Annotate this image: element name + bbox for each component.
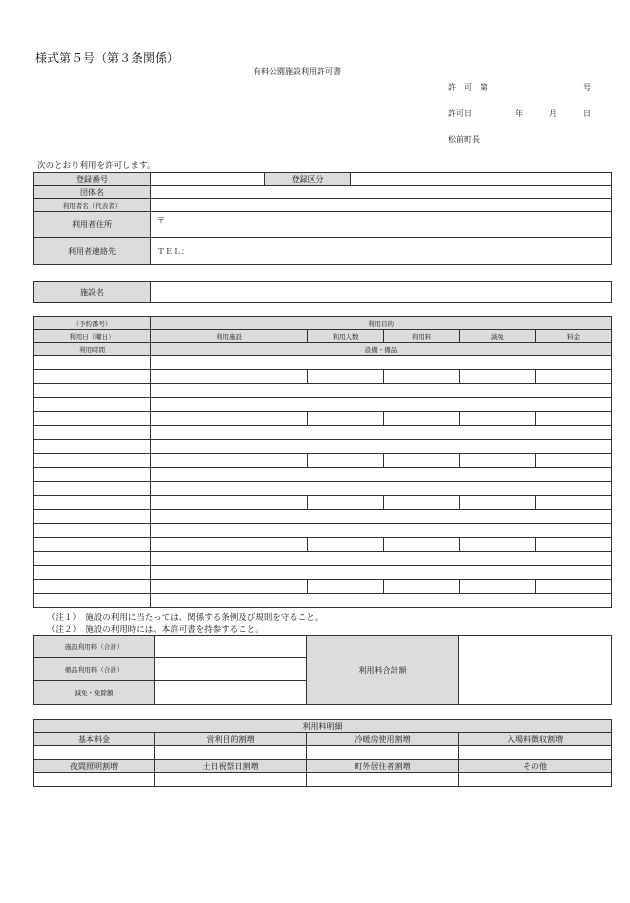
night-lighting-surcharge-label: 夜間照明割増 (34, 760, 155, 773)
group-name-label: 団体名 (34, 186, 151, 199)
reg-no-label: 登録番号 (34, 173, 151, 186)
non-resident-surcharge-field[interactable] (307, 773, 459, 787)
tel-label: ＴＥＬ： (157, 246, 189, 256)
breakdown-title: 利用料明細 (34, 720, 612, 733)
reservation-no-cell[interactable] (34, 566, 151, 580)
facility-col-header: 利用施設 (151, 330, 308, 343)
contact-label: 利用者連絡先 (34, 238, 151, 265)
usage-date-cell[interactable] (34, 412, 151, 426)
persons-cell[interactable] (308, 370, 384, 384)
non-resident-surcharge-label: 町外居住者割増 (307, 760, 459, 773)
persons-cell[interactable] (308, 538, 384, 552)
purpose-cell[interactable] (151, 356, 612, 370)
usage-block-row (34, 384, 612, 398)
facility-cell[interactable] (151, 580, 308, 594)
reduction-cell[interactable] (460, 370, 536, 384)
fee-cell[interactable] (384, 370, 460, 384)
usage-block-row (34, 580, 612, 594)
persons-cell[interactable] (308, 412, 384, 426)
equipment-col-header: 設備・備品 (151, 343, 612, 356)
permit-date-label: 許可日 (448, 109, 472, 118)
issuer-name: 松前町長 (448, 135, 480, 144)
fee-cell[interactable] (384, 538, 460, 552)
charge-cell[interactable] (536, 370, 612, 384)
note-1: （注１） 施設の利用に当たっては、関係する条例及び規則を守ること。 (47, 613, 324, 623)
fee-col-header: 利用料 (384, 330, 460, 343)
reduction-col-header: 減免 (460, 330, 536, 343)
night-lighting-surcharge-field[interactable] (34, 773, 155, 787)
address-label: 利用者住所 (34, 212, 151, 238)
postal-mark: 〒 (157, 216, 165, 225)
facility-name-label: 施設名 (34, 282, 151, 303)
usage-block-row (34, 356, 612, 370)
reservation-no-cell[interactable] (34, 482, 151, 496)
fee-cell[interactable] (384, 580, 460, 594)
equipment-cell[interactable] (151, 468, 612, 482)
facility-fee-total-label: 施設利用料（合計） (34, 636, 155, 658)
aircon-surcharge-field[interactable] (307, 746, 459, 760)
totals-table (33, 635, 612, 705)
reduction-cell[interactable] (460, 496, 536, 510)
charge-cell[interactable] (536, 454, 612, 468)
usage-date-cell[interactable] (34, 580, 151, 594)
reduction-cell[interactable] (460, 580, 536, 594)
usage-time-header: 利用時間 (34, 343, 151, 356)
usage-block-row (34, 454, 612, 468)
purpose-cell[interactable] (151, 440, 612, 454)
basic-fee-field[interactable] (34, 746, 155, 760)
facility-cell[interactable] (151, 370, 308, 384)
equipment-cell[interactable] (151, 510, 612, 524)
usage-time-cell[interactable] (34, 594, 151, 608)
user-name-label: 利用者名（代表者） (34, 199, 151, 212)
usage-date-cell[interactable] (34, 370, 151, 384)
permit-number-label: 許 可 第 (448, 83, 488, 92)
charge-cell[interactable] (536, 412, 612, 426)
usage-block-row (34, 538, 612, 552)
usage-block-row (34, 426, 612, 440)
exemption-amount-label: 減免・免除額 (34, 681, 155, 705)
other-surcharge-field[interactable] (459, 773, 612, 787)
facility-cell[interactable] (151, 496, 308, 510)
reservation-no-cell[interactable] (34, 524, 151, 538)
usage-block-row (34, 496, 612, 510)
applicant-table (33, 172, 612, 265)
usage-time-cell[interactable] (34, 468, 151, 482)
usage-date-cell[interactable] (34, 496, 151, 510)
charge-cell[interactable] (536, 538, 612, 552)
weekend-holiday-surcharge-label: 土日祝祭日割増 (155, 760, 307, 773)
charge-col-header: 料金 (536, 330, 612, 343)
persons-cell[interactable] (308, 496, 384, 510)
usage-time-cell[interactable] (34, 510, 151, 524)
equipment-fee-total-label: 備品利用料（合計） (34, 658, 155, 681)
purpose-cell[interactable] (151, 482, 612, 496)
usage-time-cell[interactable] (34, 552, 151, 566)
intro-text: 次のとおり利用を許可します。 (37, 161, 156, 171)
document-title: 有料公園施設利用許可書 (253, 67, 341, 76)
reservation-no-cell[interactable] (34, 440, 151, 454)
facility-cell[interactable] (151, 412, 308, 426)
breakdown-table (33, 719, 612, 787)
grand-total-field[interactable] (459, 636, 612, 705)
facility-fee-total-field[interactable] (155, 636, 307, 658)
fee-cell[interactable] (384, 412, 460, 426)
year-label: 年 (515, 109, 523, 118)
reduction-cell[interactable] (460, 454, 536, 468)
persons-cell[interactable] (308, 454, 384, 468)
aircon-surcharge-label: 冷暖房使用割増 (307, 733, 459, 746)
basic-fee-label: 基本料金 (34, 733, 155, 746)
fee-cell[interactable] (384, 496, 460, 510)
equipment-cell[interactable] (151, 594, 612, 608)
usage-block-row (34, 524, 612, 538)
day-label: 日 (583, 109, 591, 118)
usage-block-row (34, 440, 612, 454)
facility-name-field[interactable] (151, 282, 612, 303)
permit-number-suffix: 号 (583, 83, 591, 92)
month-label: 月 (549, 109, 557, 118)
usage-time-cell[interactable] (34, 384, 151, 398)
purpose-cell[interactable] (151, 524, 612, 538)
facility-cell[interactable] (151, 538, 308, 552)
persons-col-header: 利用人数 (308, 330, 384, 343)
facility-cell[interactable] (151, 454, 308, 468)
commercial-surcharge-label: 営利目的割増 (155, 733, 307, 746)
charge-cell[interactable] (536, 496, 612, 510)
usage-block-row (34, 566, 612, 580)
equipment-cell[interactable] (151, 384, 612, 398)
admission-surcharge-label: 入場料徴収割増 (459, 733, 612, 746)
reservation-no-cell[interactable] (34, 356, 151, 370)
usage-time-cell[interactable] (34, 426, 151, 440)
equipment-cell[interactable] (151, 426, 612, 440)
group-name-field[interactable] (151, 186, 612, 199)
reduction-cell[interactable] (460, 412, 536, 426)
address-field[interactable] (151, 212, 612, 238)
usage-block-row (34, 468, 612, 482)
usage-date-header: 利用日（曜日） (34, 330, 151, 343)
note-2: （注２） 施設の利用時には、本許可書を持参すること。 (47, 625, 264, 635)
persons-cell[interactable] (308, 580, 384, 594)
commercial-surcharge-field[interactable] (155, 746, 307, 760)
usage-block-row (34, 370, 612, 384)
reg-category-label: 登録区分 (265, 173, 351, 186)
usage-table (33, 316, 612, 608)
charge-cell[interactable] (536, 580, 612, 594)
usage-block-row (34, 412, 612, 426)
reg-category-field[interactable] (351, 173, 612, 186)
contact-field[interactable] (151, 238, 612, 265)
usage-block-row (34, 552, 612, 566)
usage-block-row (34, 510, 612, 524)
usage-date-cell[interactable] (34, 454, 151, 468)
reservation-no-cell[interactable] (34, 398, 151, 412)
purpose-cell[interactable] (151, 566, 612, 580)
usage-block-row (34, 482, 612, 496)
equipment-fee-total-field[interactable] (155, 658, 307, 681)
purpose-cell[interactable] (151, 398, 612, 412)
facility-table (33, 281, 612, 303)
reduction-cell[interactable] (460, 538, 536, 552)
purpose-header: 利用目的 (151, 317, 612, 330)
form-number: 様式第５号（第３条関係） (35, 51, 180, 65)
usage-block-row (34, 398, 612, 412)
weekend-holiday-surcharge-field[interactable] (155, 773, 307, 787)
fee-cell[interactable] (384, 454, 460, 468)
equipment-cell[interactable] (151, 552, 612, 566)
usage-block-row (34, 594, 612, 608)
user-name-field[interactable] (151, 199, 612, 212)
admission-surcharge-field[interactable] (459, 746, 612, 760)
exemption-amount-field[interactable] (155, 681, 307, 705)
grand-total-label: 利用料合計額 (307, 636, 459, 705)
other-surcharge-label: その他 (459, 760, 612, 773)
reg-no-field[interactable] (151, 173, 265, 186)
reservation-no-header: （予約番号） (34, 317, 151, 330)
usage-date-cell[interactable] (34, 538, 151, 552)
